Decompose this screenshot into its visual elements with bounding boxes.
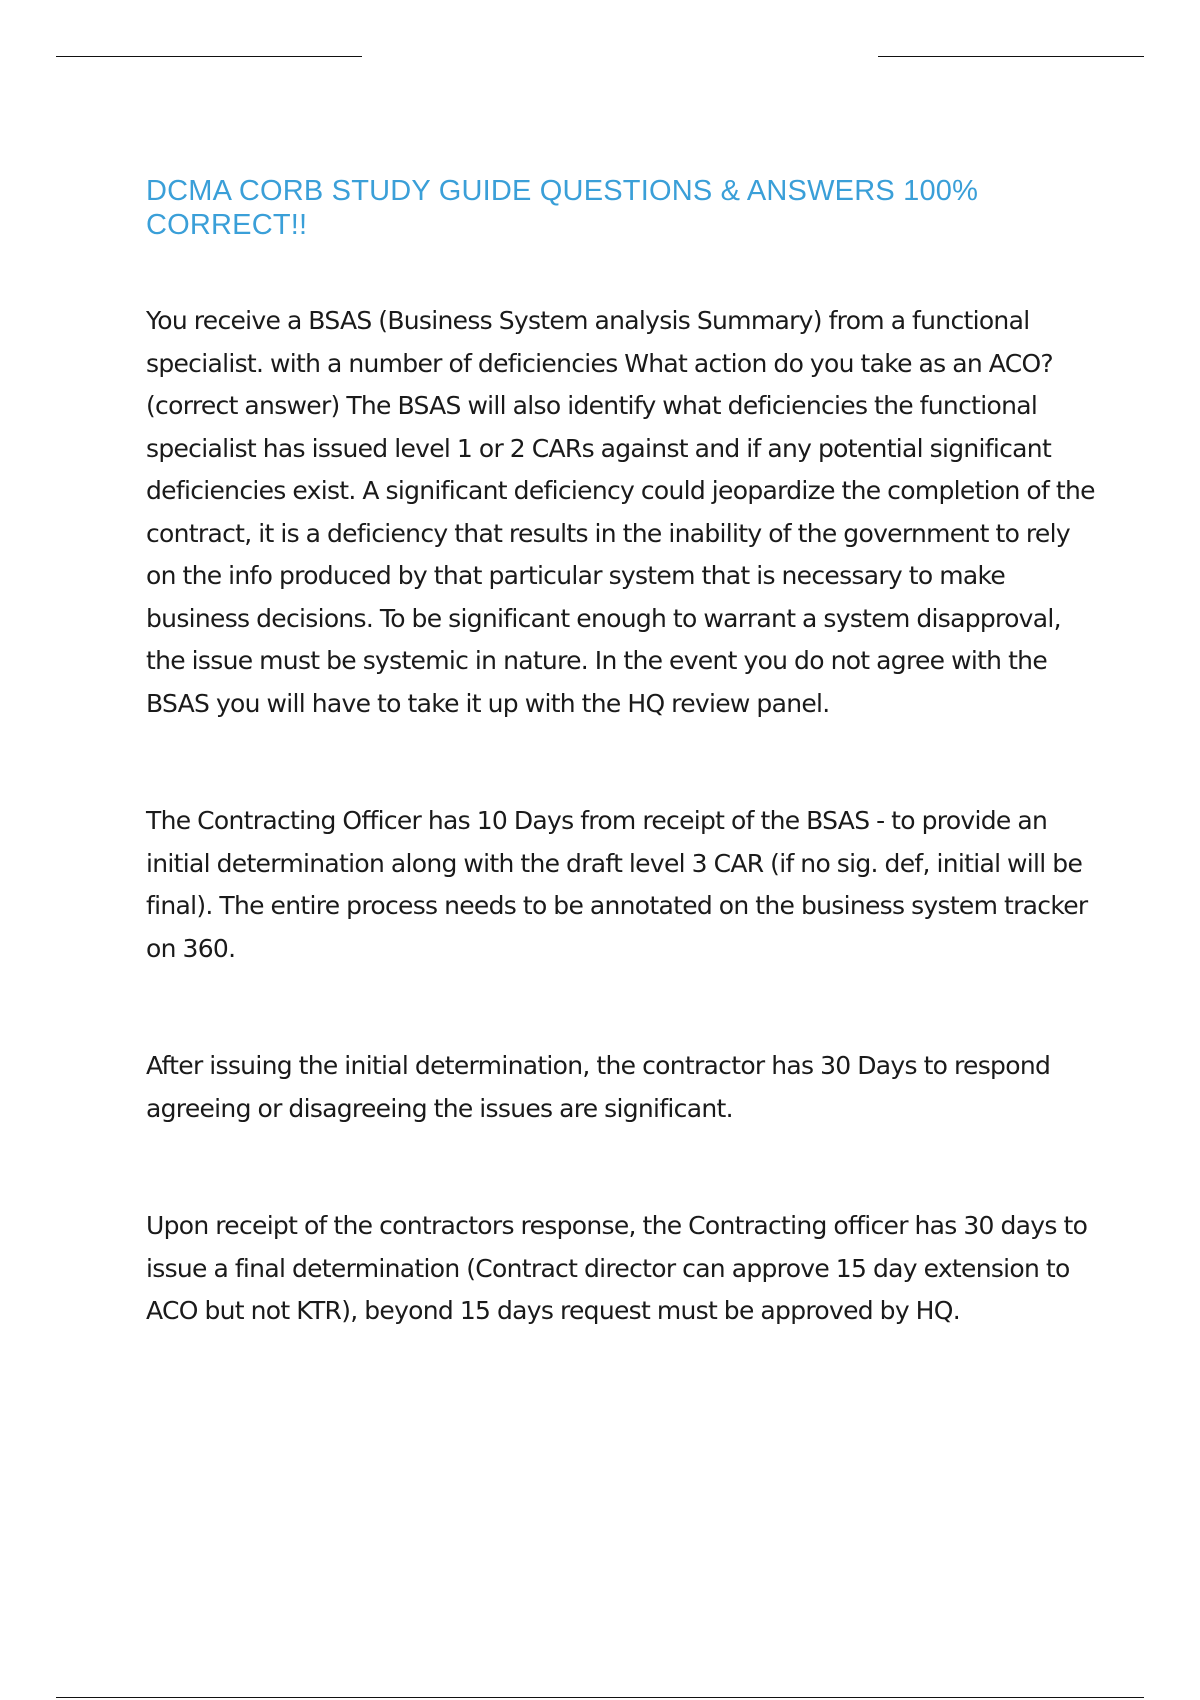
paragraph-initial-determination: The Contracting Officer has 10 Days from receipt of the BSAS - to provide an initial determination along with the draft level 3 CAR (if no sig. def, initial will be final). The entire process needs to be annotated on the business system tracker on 360. — [146, 806, 1088, 963]
document-title: DCMA CORB STUDY GUIDE QUESTIONS & ANSWERS 100% CORRECT!! — [146, 175, 979, 241]
document-body — [146, 174, 1106, 1333]
footer-rule — [56, 1697, 1144, 1698]
header-rule-left — [56, 56, 362, 57]
paragraph-contractor-response: After issuing the initial determination, the contractor has 30 Days to respond agreeing or disagreeing the issues are significant. — [146, 1051, 1051, 1123]
paragraph-final-determination: Upon receipt of the contractors response, the Contracting officer has 30 days to issue a final determination (Contract director can approve 15 day extension to ACO but not KTR), beyond 15 days request must be approved by HQ. — [146, 1211, 1088, 1325]
header-rule-right — [878, 56, 1144, 57]
paragraph-bsas-action: You receive a BSAS (Business System analysis Summary) from a functional specialist. with a number of deficiencies What action do you take as an ACO? (correct answer) The BSAS will also identify what deficiencies the functional specialist has issued level 1 or 2 CARs against and if any potential significant deficiencies exist. A significant deficiency could jeopardize the completion of the contract, it is a deficiency that results in the inability of the government to rely on the info produced by that particular system that is necessary to make business decisions. To be significant enough to warrant a system disapproval, the issue must be systemic in nature. In the event you do not agree with the BSAS you will have to take it up with the HQ review panel. — [146, 306, 1095, 718]
